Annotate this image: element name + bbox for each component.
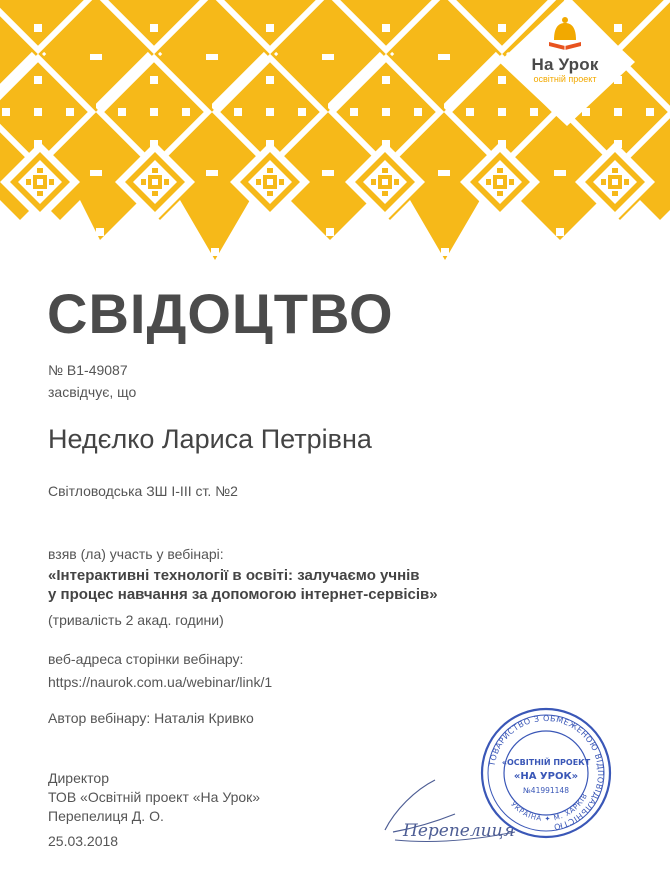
signatory-name: Перепелиця Д. О. (48, 808, 164, 824)
certificate-title: СВІДОЦТВО (47, 282, 394, 345)
naurok-logo (520, 16, 610, 102)
logo-subtitle: освітній проект (533, 74, 597, 84)
recipient-name: Недєлко Лариса Петрівна (48, 424, 372, 454)
signature-text: Перепелиця (403, 821, 515, 841)
school-name: Світловодська ЗШ І-ІІІ ст. №2 (48, 483, 238, 499)
signatory-position: Директор (48, 770, 109, 786)
stamp-bottom-text: УКРАЇНА ✦ М. ХАРКІВ (509, 791, 590, 824)
official-stamp (478, 705, 614, 841)
stamp-ring-text: ТОВАРИСТВО З ОБМЕЖЕНОЮ ВІДПОВІДАЛЬНІСТЮ (487, 713, 606, 832)
webinar-title-line-2: у процес навчання за допомогою інтернет-сервісів» (48, 586, 438, 603)
webpage-label: веб-адреса сторінки вебінару: (48, 651, 244, 667)
duration-text: (тривалість 2 акад. години) (48, 612, 224, 628)
bell-book-icon (545, 16, 585, 54)
stamp-line-1: «ОСВІТНІЙ ПРОЕКТ (501, 758, 591, 767)
signatory-organization: ТОВ «Освітній проект «На Урок» (48, 789, 261, 805)
certifies-text: засвідчує, що (48, 384, 137, 400)
stamp-code: №41991148 (523, 786, 569, 795)
issue-date: 25.03.2018 (48, 833, 119, 849)
participation-text: взяв (ла) участь у вебінарі: (48, 546, 224, 562)
webinar-author: Автор вебінару: Наталія Кривко (48, 710, 254, 726)
webpage-url: https://naurok.com.ua/webinar/link/1 (48, 674, 273, 690)
webinar-title-line-1: «Інтерактивні технології в освіті: залучаємо учнів (48, 567, 420, 584)
certificate-number: № В1-49087 (48, 362, 128, 378)
stamp-line-2: «НА УРОК» (513, 771, 579, 782)
logo-brand: На Урок (531, 55, 599, 74)
